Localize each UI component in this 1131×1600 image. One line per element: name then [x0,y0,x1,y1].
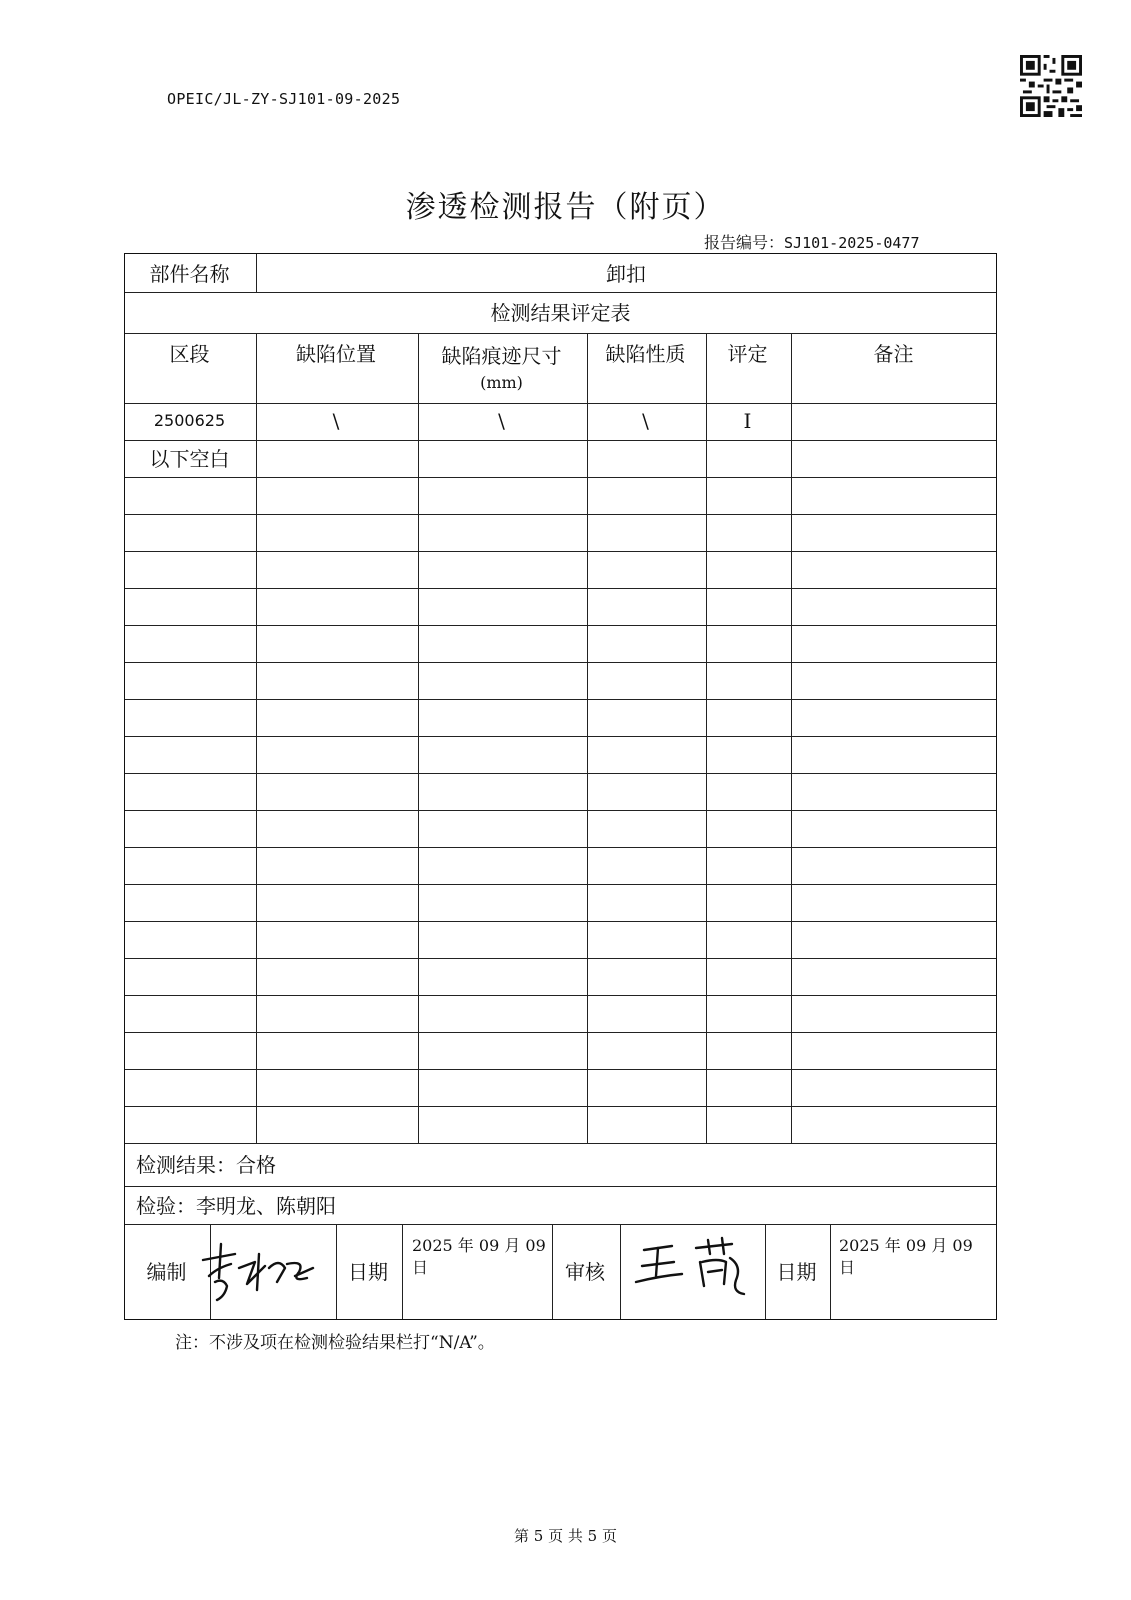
qr-code-icon [1020,55,1082,117]
review-label: 审核 [565,1260,605,1284]
inspectors-label: 检验： [136,1193,196,1218]
header-defect-size-title: 缺陷痕迹尺寸 [441,344,562,368]
date-value-2 [839,1235,973,1279]
test-result-value: 合格 [236,1153,276,1177]
header-rating: 评定 [727,342,768,366]
date-label-2: 日期 [776,1260,817,1284]
date-value-2-line1: 2025 年 09 月 09 [839,1236,973,1255]
header-defect-nature: 缺陷性质 [605,342,686,366]
page-number: 第 5 页 共 5 页 [514,1527,617,1545]
test-result-label: 检测结果： [136,1153,236,1177]
inspectors [124,1185,997,1223]
part-name-value: 卸扣 [606,261,646,286]
date-label-1: 日期 [348,1260,388,1284]
compiler-signature [195,1238,330,1304]
row1-remark [790,402,997,439]
row1-position: \ [332,408,340,433]
section-title: 检测结果评定表 [490,301,631,325]
date-value-1 [412,1235,546,1279]
reviewer-signature [630,1236,758,1298]
header-defect-size [417,332,586,402]
header-remark: 备注 [873,342,914,366]
row1-rating: I [743,408,752,433]
part-name-label: 部件名称 [149,261,230,286]
date-value-1-line1: 2025 年 09 月 09 [412,1236,546,1255]
document-code: OPEIC/JL-ZY-SJ101-09-2025 [167,90,401,108]
header-segment: 区段 [169,342,210,366]
row1-nature: \ [642,408,649,433]
report-number-label: 报告编号： [704,233,785,252]
date-value-2-line2: 日 [839,1258,856,1277]
test-result [124,1142,997,1185]
date-value-1-line2: 日 [412,1258,429,1277]
header-defect-position: 缺陷位置 [296,342,376,366]
row1-size: \ [498,408,505,433]
inspectors-value: 李明龙、陈朝阳 [196,1193,336,1218]
header-defect-size-unit: (mm) [480,373,523,392]
footnote: 注：不涉及项在检测检验结果栏打“N/A”。 [175,1333,495,1353]
compiled-label: 编制 [146,1260,187,1284]
row1-segment: 2500625 [153,411,226,430]
report-number-value: SJ101-2025-0477 [784,234,920,252]
report-title: 渗透检测报告（附页） [405,190,726,225]
row2-segment: 以下空白 [149,447,230,471]
report-number [704,230,919,253]
